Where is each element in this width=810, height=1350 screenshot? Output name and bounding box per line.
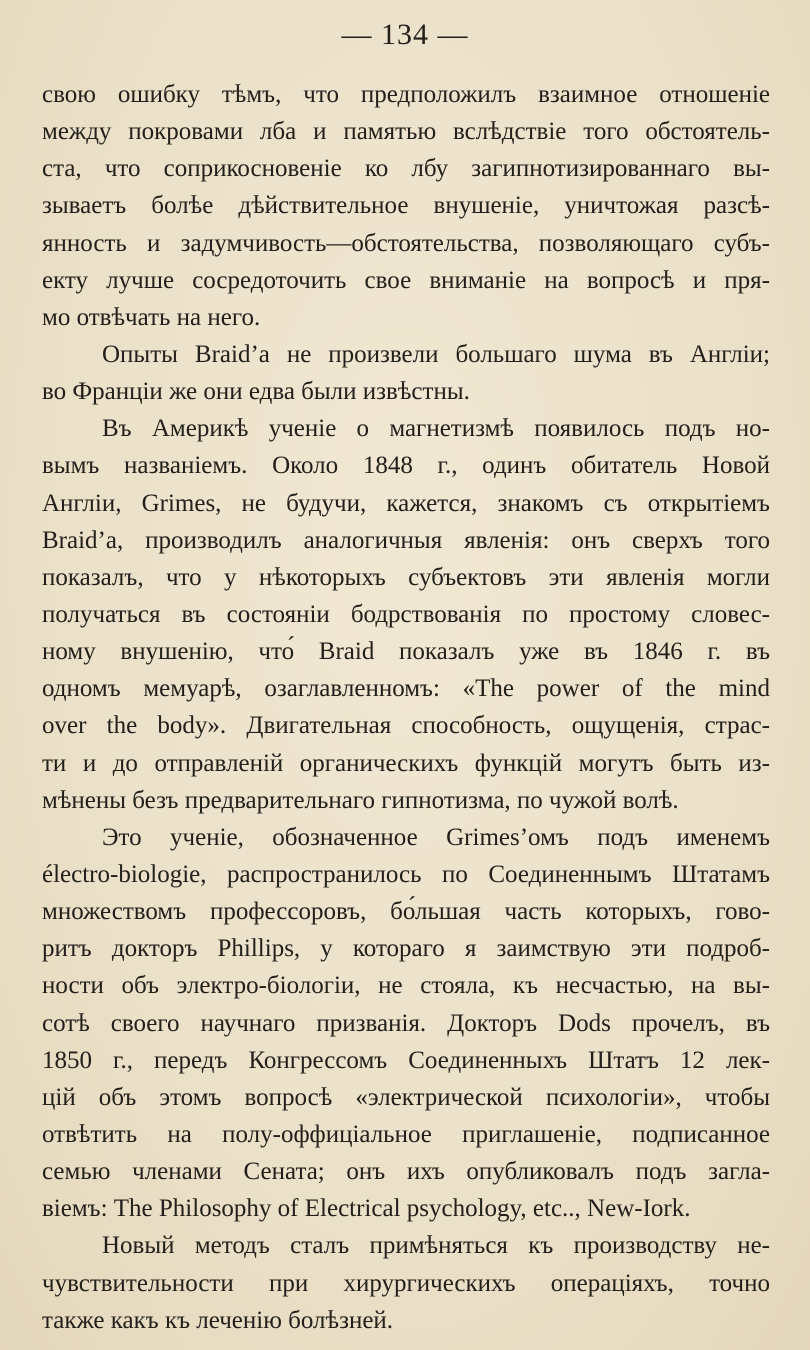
text-line: ности объ электро-біологіи, не стояла, къ несчастью, на вы- (42, 972, 770, 1000)
text-line: Это ученіе, обозначенное Grimes’омъ подъ именемъ (102, 823, 770, 851)
text-line: также какъ къ леченію болѣзней. (42, 1306, 394, 1334)
text-line: віемъ: The Philosophy of Electrical psychology, etc.., New-Iork. (42, 1195, 691, 1223)
text-line: сотѣ своего научнаго призванія. Докторъ Dods прочелъ, въ (42, 1009, 770, 1037)
text-line: между покровами лба и памятью вслѣдствіе того обстоятель- (42, 118, 770, 146)
page-body-text (42, 76, 770, 1339)
text-line: янность и задумчивость—обстоятельства, позволяющаго субъ- (42, 229, 770, 257)
text-line: ритъ докторъ Phillips, у котораго я заимствую эти подроб- (42, 935, 770, 963)
text-line: ному внушенію, что́ Braid показалъ уже въ 1846 г. въ (42, 638, 770, 666)
text-line: свою ошибку тѣмъ, что предположилъ взаимное отношеніе (42, 81, 770, 108)
text-line: зываетъ болѣе дѣйствительное внушеніе, уничтожая разсѣ- (42, 192, 770, 220)
text-line: Англіи, Grimes, не будучи, кажется, знакомъ съ открытіемъ (42, 489, 770, 517)
text-line: цій объ этомъ вопросѣ «электрической психологіи», чтобы (42, 1083, 770, 1111)
text-line: мѣнены безъ предварительнаго гипнотизма, по чужой волѣ. (42, 786, 679, 814)
text-line: Braid’a, производилъ аналогичныя явленія: онъ сверхъ того (42, 526, 770, 554)
text-line: ти и до отправленій органическихъ функцій могутъ быть из- (42, 749, 770, 777)
text-line: Опыты Braid’a не произвели большаго шума въ Англіи; (102, 340, 770, 368)
text-line: over the body». Двигательная способность, ощущенія, страс- (42, 712, 770, 740)
text-line: électro-biologie, распространилось по Соединеннымъ Штатамъ (42, 860, 770, 888)
text-line: во Франціи же они едва были извѣстны. (42, 378, 470, 406)
text-line: чувствительности при хирургическихъ операціяхъ, точно (42, 1269, 770, 1297)
text-line: екту лучше сосредоточить свое вниманіе на вопросѣ и пря- (42, 266, 770, 294)
text-line: мо отвѣчать на него. (42, 303, 261, 331)
text-line: получаться въ состояніи бодрствованія по простому словес- (42, 600, 770, 628)
text-line: Въ Америкѣ ученіе о магнетизмѣ появилось подъ но- (102, 415, 770, 443)
text-line: одномъ мемуарѣ, озаглавленномъ: «The power of the mind (42, 675, 770, 703)
text-line: отвѣтить на полу-оффиціальное приглашеніе, подписанное (42, 1120, 770, 1148)
text-line: Новый методъ сталъ примѣняться къ производству не- (102, 1232, 770, 1260)
text-line: множествомъ профессоровъ, бо́льшая часть которыхъ, гово- (42, 898, 770, 926)
text-line: показалъ, что у нѣкоторыхъ субъектовъ эти явленія могли (42, 563, 770, 591)
text-line: вымъ названіемъ. Около 1848 г., одинъ обитатель Новой (42, 452, 770, 480)
text-line: ста, что соприкосновеніе ко лбу загипнотизированнаго вы- (42, 155, 770, 183)
page-number: — 134 — (341, 18, 469, 51)
text-line: 1850 г., передъ Конгрессомъ Соединенныхъ Штатъ 12 лек- (42, 1046, 770, 1074)
text-line: семью членами Сената; онъ ихъ опубликовалъ подъ загла- (42, 1158, 770, 1186)
